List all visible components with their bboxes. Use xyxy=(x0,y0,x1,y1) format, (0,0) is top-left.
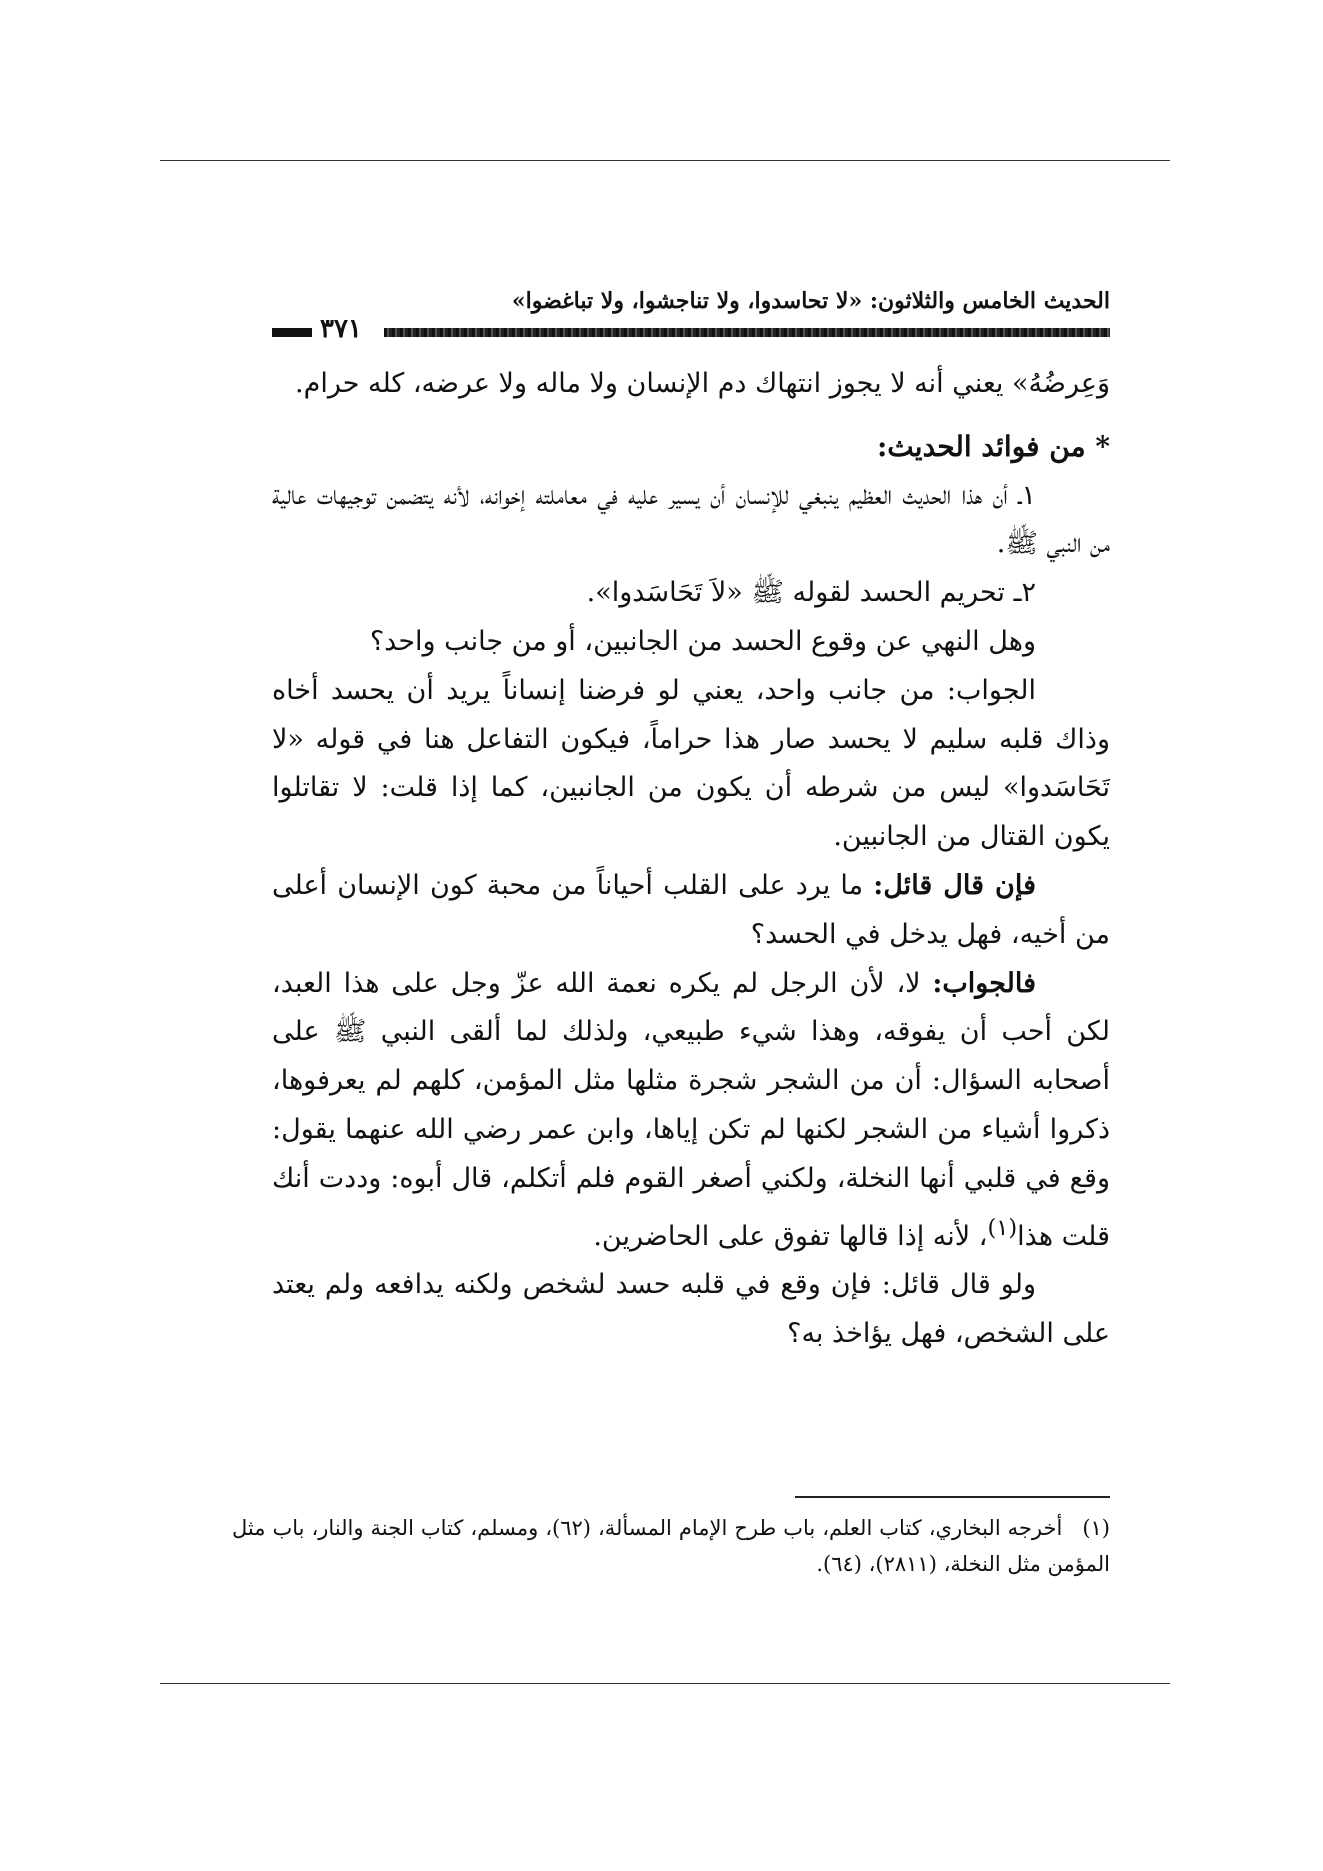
running-header xyxy=(272,288,1110,354)
paragraph-question: وهل النهي عن وقوع الحسد من الجانبين، أو من جانب واحد؟ xyxy=(369,625,1036,657)
paragraph-final-question: ولو قال قائل: فإن وقع في قلبه حسد لشخص ولكنه يدافعه ولم يعتد على الشخص، فهل يؤاخذ به؟ xyxy=(272,1269,1110,1350)
objection-lead: فإن قال قائل: xyxy=(873,869,1037,901)
paragraph-benefit-2: ٢ـ تحريم الحسد لقوله ﷺ «لاَ تَحَاسَدوا». xyxy=(586,577,1036,609)
section-heading: * من فوائد الحديث: xyxy=(876,429,1110,463)
top-page-rule xyxy=(160,160,1170,161)
main-text xyxy=(272,360,1110,1359)
objection-text: ما يرد على القلب أحياناً من محبة كون الإنسان أعلى من أخيه، فهل يدخل في الحسد؟ xyxy=(272,869,1110,950)
footnote-reference: (١) xyxy=(987,1214,1018,1241)
reply-text-a: لا، لأن الرجل لم يكره نعمة الله عزّ وجل على هذا العبد، لكن أحب أن يفوقه، وهذا شيء طبيعي، ولذلك لما ألقى النبي ﷺ على أصحابه السؤال: أن من الشجر شجرة مثلها مثل المؤمن، كلهم لم يعرفوها، ذكروا أشياء من الشجر لكنها لم تكن إياها، وابن عمر رضي الله عنهما يقول: وقع في قلبي أنها النخلة، ولكني أصغر القوم فلم أتكلم، قال أبوه: وددت أنك قلت هذا xyxy=(272,967,1110,1252)
footnote-1 xyxy=(232,1510,1110,1582)
header-decorative-band xyxy=(384,328,1110,337)
footnote-1-number: (١) xyxy=(1082,1516,1110,1540)
bottom-page-rule xyxy=(160,1683,1170,1684)
paragraph-objection xyxy=(272,862,1110,960)
page-number: ٣٧١ xyxy=(320,314,362,344)
footnotes xyxy=(232,1510,1110,1582)
paragraph-benefit-1: ١ـ أن هذا الحديث العظيم ينبغي للإنسان أن يسير عليه في معاملته إخوانه، لأنه يتضمن توجيهات عالية من النبي ﷺ. xyxy=(272,479,1110,560)
running-header-title: الحديث الخامس والثلاثون: «لا تحاسدوا، ولا تناجشوا، ولا تباغضوا» xyxy=(511,288,1110,314)
footnote-separator xyxy=(795,1496,1110,1498)
header-decorative-band-left xyxy=(272,328,312,337)
paragraph-answer: الجواب: من جانب واحد، يعني لو فرضنا إنساناً يريد أن يحسد أخاه وذاك قلبه سليم لا يحسد صار هذا حراماً، فيكون التفاعل هنا في قوله «لا تَحَاسَدوا» ليس من شرطه أن يكون من الجانبين، كما إذا قلت: لا تقاتلوا يكون القتال من الجانبين. xyxy=(272,674,1110,853)
paragraph-reply xyxy=(272,960,1110,1262)
reply-lead: فالجواب: xyxy=(932,967,1036,999)
paragraph-continuation: وَعِرضُهُ» يعني أنه لا يجوز انتهاك دم الإنسان ولا ماله ولا عرضه، كله حرام. xyxy=(295,368,1110,399)
reply-text-b: ، لأنه إذا قالها تفوق على الحاضرين. xyxy=(593,1220,988,1252)
footnote-1-text: أخرجه البخاري، كتاب العلم، باب طرح الإمام المسألة، (٦٢)، ومسلم، كتاب الجنة والنار، باب مثل المؤمن مثل النخلة، (٢٨١١)، (٦٤). xyxy=(232,1516,1110,1576)
